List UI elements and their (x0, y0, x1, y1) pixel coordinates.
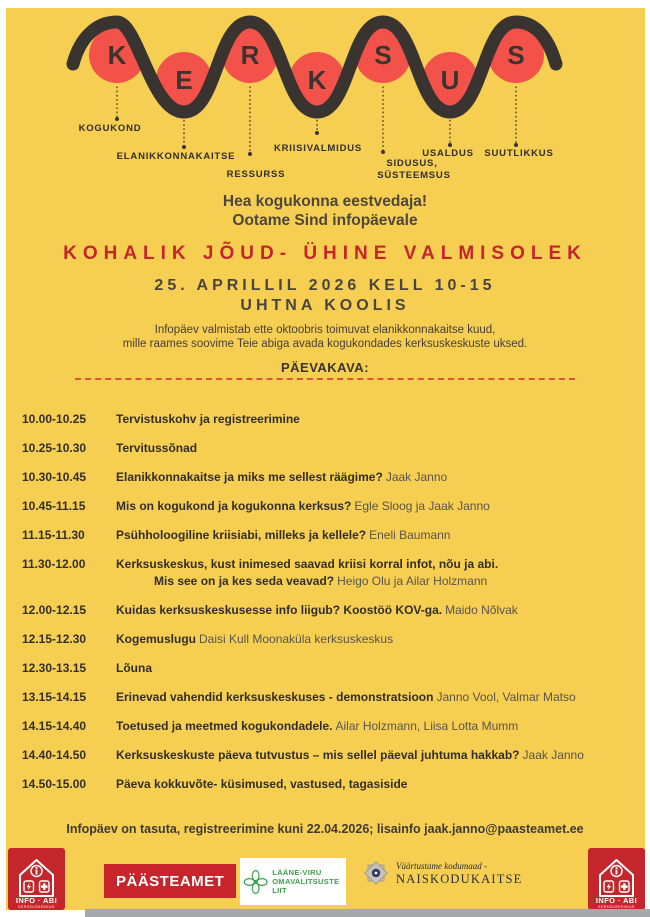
schedule-topic: Kuidas kerksuskeskusesse info liigub? Koostöö KOV-ga. (116, 602, 443, 617)
schedule-time: 12.15-12.30 (22, 631, 87, 646)
schedule-entry (108, 527, 644, 544)
laane-viru-label2: OMAVALITSUSTE LIIT (272, 877, 340, 895)
naiskodukaitse-name: NAISKODUKAITSE (396, 871, 523, 886)
info-abi-label: INFO · ABI (595, 896, 638, 905)
schedule-time: 14.50-15.00 (22, 776, 87, 791)
schedule-list (22, 411, 644, 805)
page-border (0, 0, 6, 917)
agenda-heading (75, 360, 575, 380)
info-i-dot (36, 867, 38, 869)
schedule-speaker: Daisi Kull Moonaküla kerksuskeskus (199, 631, 394, 646)
schedule-entry (108, 498, 644, 515)
laane-viru-logo (240, 858, 346, 905)
schedule-row (22, 776, 644, 793)
schedule-time: 10.25-10.30 (22, 441, 87, 455)
description-line1: Infopäev valmistab ette oktoobris toimuvat elanikkonnakaitse kuud, (154, 324, 496, 336)
paasteamet-logo: PÄÄSTEAMET (104, 864, 236, 898)
schedule-topic: Erinevad vahendid kerksuskeskuses - demonstratsioon (116, 689, 434, 704)
schedule-time: 14.15-14.40 (22, 718, 87, 733)
event-datetime: 25. APRILLIL 2026 KELL 10-15 (154, 277, 496, 294)
wave-label-sidusus: SIDUSUS, (386, 158, 438, 169)
schedule-speaker: Egle Sloog ja Jaak Janno (354, 499, 490, 513)
schedule-time: 11.15-11.30 (22, 528, 85, 542)
wave-letter: U (440, 65, 460, 95)
schedule-speaker: Janno Vool, Valmar Matso (436, 689, 576, 704)
schedule-time: 10.45-11.15 (22, 499, 86, 513)
schedule-entry (108, 631, 644, 648)
info-abi-logo (8, 848, 65, 910)
schedule-time: 14.40-14.50 (22, 747, 87, 762)
wave-label-kriisivalmidus: KRIISIVALMIDUS (273, 143, 363, 154)
rosette-icon (243, 867, 268, 897)
bottom-scroll-strip (85, 909, 650, 917)
schedule-time: 12.30-13.15 (22, 660, 87, 675)
schedule-entry (108, 602, 644, 619)
wave-label-suutlikkus: SUUTLIKKUS (484, 148, 554, 159)
schedule-entry (108, 556, 644, 589)
info-abi-label: INFO · ABI (15, 896, 58, 905)
intro-line2: Ootame Sind infopäevale (232, 212, 418, 229)
schedule-row (22, 440, 644, 457)
wave-letter: K (107, 40, 127, 70)
page-title: KOHALIK JÕUD- ÜHINE VALMISOLEK (63, 243, 587, 264)
wave-label-susteemsus: SÜSTEEMSUS (377, 170, 451, 181)
schedule-row (22, 718, 644, 735)
leader-dot (115, 117, 119, 121)
schedule-topic: Mis on kogukond ja kogukonna kerksus? (116, 499, 352, 513)
info-i-glyph (36, 870, 38, 875)
schedule-speaker: Jaak Janno (522, 747, 584, 762)
cross-icon (41, 885, 48, 887)
schedule-row (22, 660, 644, 677)
schedule-row (22, 556, 644, 589)
schedule-topic: Mis see on ja kes seda veavad? (154, 573, 335, 588)
schedule-entry (108, 411, 644, 428)
schedule-speaker: Heigo Olu ja Ailar Holzmann (337, 573, 488, 588)
kerksuskeskus-label: KERKSUSKESKUS (18, 904, 55, 909)
leader-dot (381, 150, 385, 154)
naiskodukaitse-motto: Väärtustame kodumaad - (396, 860, 487, 871)
schedule-entry (108, 776, 644, 793)
info-abi-logo (588, 848, 645, 910)
wave-letter: S (374, 40, 392, 70)
schedule-topic: Kerksuskeskus, kust inimesed saavad kriisi korral infot, nõu ja abi. (116, 557, 499, 571)
wave-label-kogukond: KOGUKOND (78, 123, 142, 134)
schedule-time: 11.30-12.00 (22, 557, 86, 571)
schedule-topic: Elanikkonnakaitse ja miks me sellest räägime? (116, 470, 383, 484)
kerksuskeskus-label: KERKSUSKESKUS (598, 904, 635, 909)
schedule-topic: Kogemuslugu (116, 631, 196, 646)
wave-letter: R (240, 40, 260, 70)
wave-label-elanikkonnakaitse: ELANIKKONNAKAITSE (116, 151, 236, 162)
schedule-topic: Tervistuskohv ja registreerimine (116, 412, 300, 426)
schedule-time: 12.00-12.15 (22, 602, 87, 617)
schedule-speaker: Jaak Janno (385, 470, 448, 484)
dashed-divider (75, 378, 575, 380)
naiskodukaitse-logo (363, 860, 523, 886)
schedule-time: 10.30-10.45 (22, 470, 87, 484)
schedule-row (22, 527, 644, 544)
schedule-topic: Lõuna (116, 660, 152, 675)
schedule-topic: Kerksuskeskuste päeva tutvustus – mis sellel päeval juhtuma hakkab? (116, 747, 520, 762)
schedule-row (22, 747, 644, 764)
page-border (645, 0, 650, 917)
schedule-entry (108, 689, 644, 706)
schedule-speaker: Ailar Holzmann, Liisa Lotta Mumm (335, 718, 519, 733)
page-border (0, 0, 650, 8)
schedule-entry (108, 718, 644, 735)
intro-line1: Hea kogukonna eestvedaja! (222, 193, 428, 210)
schedule-row (22, 498, 644, 515)
schedule-time: 10.00-10.25 (22, 412, 87, 426)
wave-letter: E (175, 65, 193, 95)
schedule-row (22, 689, 644, 706)
laane-viru-label1: LÄÄNE-VIRU (272, 868, 322, 877)
schedule-row (22, 469, 644, 486)
wave-letter: K (307, 65, 327, 95)
schedule-entry (108, 747, 644, 764)
event-description (0, 323, 650, 351)
info-i-dot (616, 867, 618, 869)
schedule-topic: Päeva kokkuvõte- küsimused, vastused, tagasiside (116, 776, 408, 791)
leader-dot (248, 152, 252, 156)
intro-text (0, 192, 650, 230)
wave-label-ressurss: RESSURSS (226, 169, 286, 180)
registration-note: Infopäev on tasuta, registreerimine kuni 22.04.2026; lisainfo jaak.janno@paasteamet.ee (66, 822, 584, 836)
info-i-glyph (616, 870, 618, 875)
wave-label-usaldus: USALDUS (422, 148, 474, 159)
schedule-topic: Tervitussõnad (116, 441, 198, 455)
schedule-topic: Psühholoogiline kriisiabi, milleks ja kellele? (116, 528, 367, 542)
schedule-row (22, 411, 644, 428)
leader-dot (315, 131, 319, 135)
description-line2: mille raames soovime Teie abiga avada kogukondades kerksuskeskuste uksed. (122, 338, 528, 350)
cross-icon (621, 885, 628, 887)
agenda-heading-label: PÄEVAKAVA: (280, 360, 370, 375)
schedule-row (22, 631, 644, 648)
schedule-speaker: Maido Nõlvak (445, 602, 518, 617)
leader-dot (448, 143, 452, 147)
star-badge-icon (363, 860, 389, 886)
leader-dot (182, 145, 186, 149)
schedule-time: 13.15-14.15 (22, 689, 87, 704)
event-location: UHTNA KOOLIS (240, 297, 410, 314)
schedule-topic: Toetused ja meetmed kogukondadele. (116, 718, 333, 733)
wave-letter: S (507, 40, 525, 70)
kerksus-wave-graphic (0, 8, 650, 188)
schedule-row (22, 602, 644, 619)
schedule-entry (108, 660, 644, 677)
schedule-entry-line2 (116, 573, 644, 590)
leader-dot (514, 143, 518, 147)
schedule-entry (108, 440, 644, 457)
schedule-speaker: Eneli Baumann (369, 528, 451, 542)
schedule-entry (108, 469, 644, 486)
